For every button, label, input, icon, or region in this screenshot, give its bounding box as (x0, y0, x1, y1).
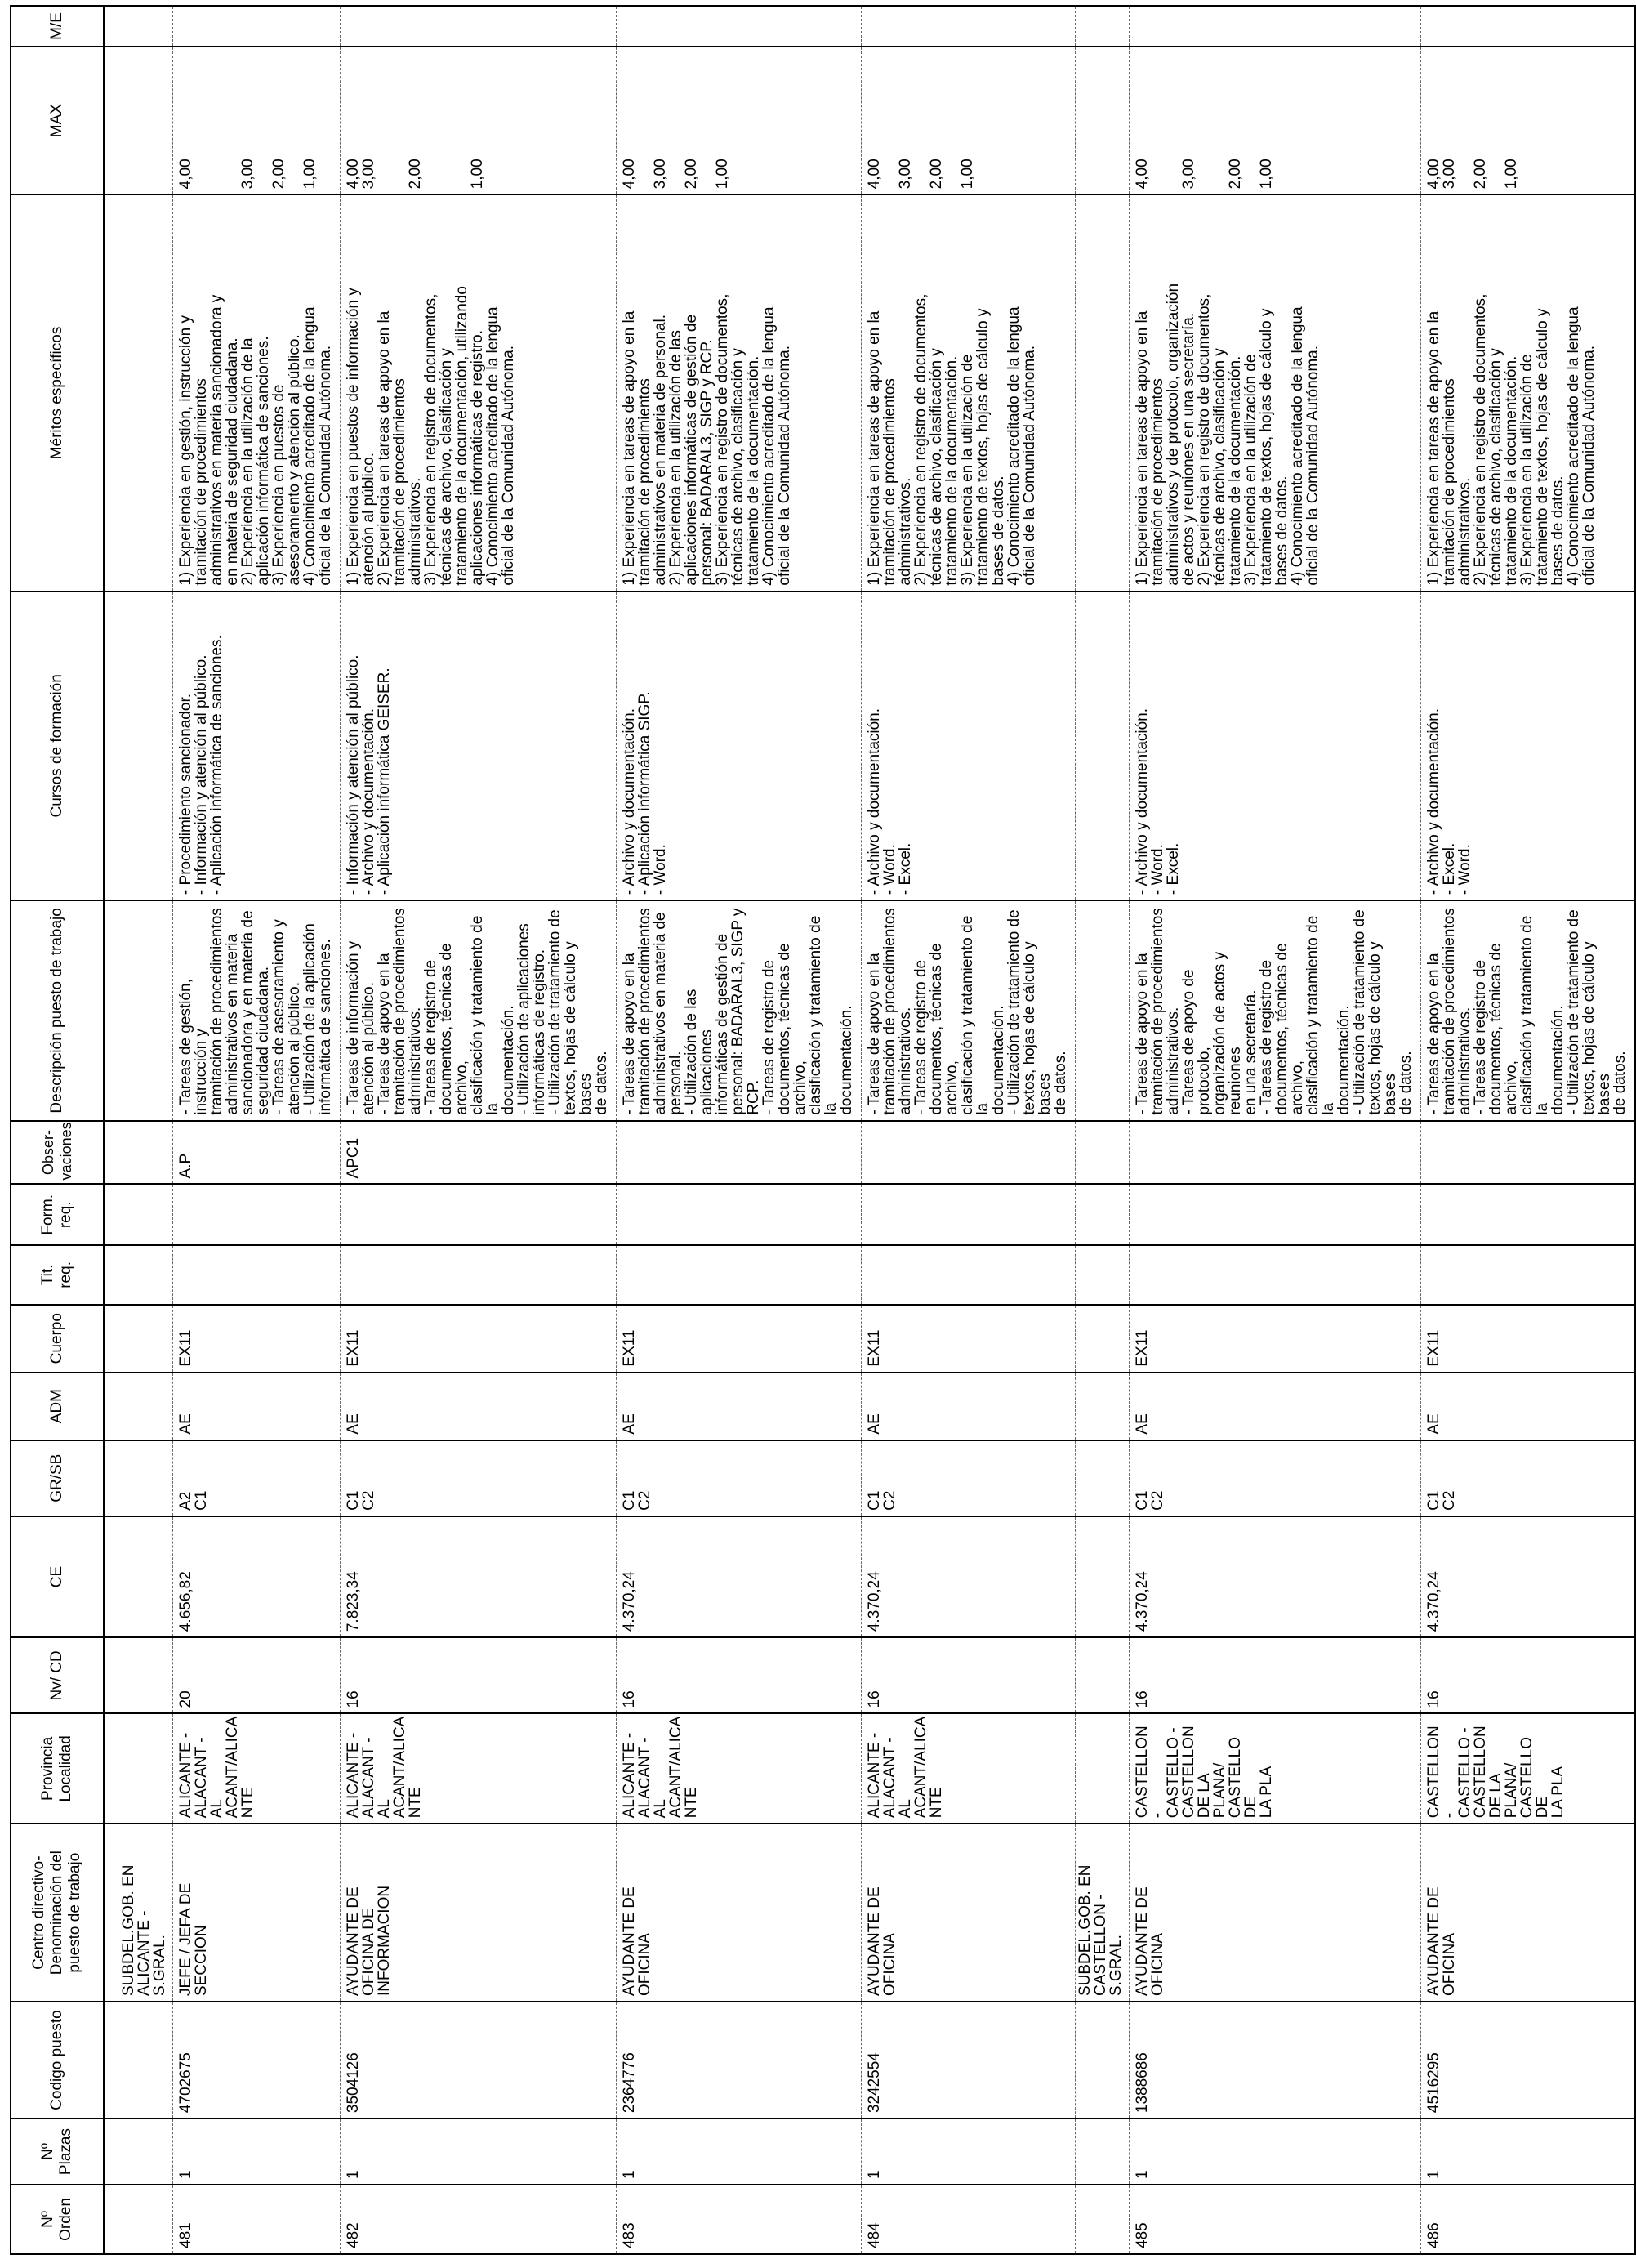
header-adm: ADM (11, 1373, 104, 1440)
cell-adm: AE (617, 1373, 862, 1440)
cell-formacion (173, 1184, 341, 1245)
cell-descripcion: - Tareas de apoyo en la tramitación de procedimientos administrativos. - Tareas de registro de documentos, técnicas de archivo, clasificación y tratamiento de la documentación. - Utilización de tratamiento de textos, hojas de cálculo y bases de datos. (1421, 900, 1636, 1121)
cell-formacion (1130, 1184, 1421, 1245)
cell-titulacion (173, 1245, 341, 1305)
cell-max: 4,00 3,00 2,00 1,00 (341, 47, 617, 194)
empty-cell (1076, 1305, 1130, 1373)
cell-ce: 7.823,34 (341, 1516, 617, 1637)
cell-titulacion (862, 1245, 1076, 1305)
cell-cuerpo: EX11 (173, 1305, 341, 1373)
cell-observaciones (1421, 1121, 1636, 1185)
cell-meritos: 1) Experiencia en gestión, instrucción y tramitación de procedimientos administrativos en materia sancionadora y en materia de seguridad ciudadana. 2) Experiencia en la utilización de la aplicación informática de sanciones. 3) Experiencia en puestos de asesoramiento y atención al público. 4) Conocimiento acreditado de la lengua oficial de la Comunidad Autónoma. (173, 194, 341, 591)
cell-ce: 4.370,24 (1421, 1516, 1636, 1637)
header-provincia: Provincia Localidad (11, 1713, 104, 1824)
cell-formacion (862, 1184, 1076, 1245)
cell-max: 4,00 3,00 2,00 1,00 (1130, 47, 1421, 194)
cell-cuerpo: EX11 (1421, 1305, 1636, 1373)
cell-provincia: ALICANTE - ALACANT - AL ACANT/ALICA NTE (173, 1713, 341, 1824)
cell-denominacion: AYUDANTE DE OFICINA (1421, 1824, 1636, 2002)
group-row (1076, 6, 1130, 2254)
puestos-table (10, 5, 1636, 2255)
cell-meritos: 1) Experiencia en tareas de apoyo en la tramitación de procedimientos administrativos y de protocolo, organización de actos y reuniones en una secretaría. 2) Experiencia en registro de documentos, técnicas de archivo, clasificación y tratamiento de la documentación. 3) Experiencia en la utilización de tratamiento de textos, hojas de cálculo y bases de datos. 4) Conocimiento acreditado de la lengua oficial de la Comunidad Autónoma. (1130, 194, 1421, 591)
empty-cell (119, 1373, 173, 1440)
cell-titulacion (617, 1245, 862, 1305)
cell-descripcion: - Tareas de información y atención al público. - Tareas de apoyo en la tramitación de procedimientos administrativos. - Tareas de registro de documentos, técnicas de archivo, clasificación y tratamiento de la documentación. - Utilización de aplicaciones informáticas de registro. - Utilización de tratamiento de textos, hojas de cálculo y bases de datos. (341, 900, 617, 1121)
cell-grupo: C1 C2 (1130, 1440, 1421, 1516)
empty-cell (119, 592, 173, 900)
header-ce: CE (11, 1516, 104, 1637)
cell-codigo: 4516295 (1421, 2002, 1636, 2118)
empty-cell (119, 47, 173, 194)
cell-cursos: - Archivo y documentación. - Excel. - Word. (1421, 592, 1636, 900)
header-me: M/E (11, 6, 104, 47)
cell-orden: 484 (862, 2185, 1076, 2254)
cell-cuerpo: EX11 (617, 1305, 862, 1373)
empty-cell (1076, 1373, 1130, 1440)
cell-nivel: 16 (341, 1637, 617, 1713)
empty-cell (119, 1637, 173, 1713)
cell-ce: 4.370,24 (617, 1516, 862, 1637)
cell-cuerpo: EX11 (862, 1305, 1076, 1373)
cell-cursos: - Procedimiento sancionador. - Información y atención al público. - Aplicación informática de sanciones. (173, 592, 341, 900)
cell-ce: 4.370,24 (1130, 1516, 1421, 1637)
empty-cell (119, 1516, 173, 1637)
header-meritos: Méritos específicos (11, 194, 104, 591)
cell-cuerpo: EX11 (1130, 1305, 1421, 1373)
table-row (173, 6, 341, 2254)
cell-me (1130, 6, 1421, 47)
table-row (617, 6, 862, 2254)
header-nivel: Nv/ CD (11, 1637, 104, 1713)
table-row (341, 6, 617, 2254)
empty-cell (119, 1245, 173, 1305)
empty-cell (1076, 1245, 1130, 1305)
cell-me (1421, 6, 1636, 47)
centro-directivo: SUBDEL.GOB. EN CASTELLON - S.GRAL. (1076, 1824, 1130, 2002)
cell-observaciones (617, 1121, 862, 1185)
cell-max: 4,00 3,00 2,00 1,00 (1421, 47, 1636, 194)
empty-cell (1076, 2185, 1130, 2254)
cell-denominacion: AYUDANTE DE OFICINA (1130, 1824, 1421, 2002)
empty-cell (1076, 1121, 1130, 1185)
cell-provincia: ALICANTE - ALACANT - AL ACANT/ALICA NTE (862, 1713, 1076, 1824)
empty-cell (1076, 1713, 1130, 1824)
cell-nivel: 20 (173, 1637, 341, 1713)
empty-cell (119, 900, 173, 1121)
cell-orden: 482 (341, 2185, 617, 2254)
cell-descripcion: - Tareas de apoyo en la tramitación de procedimientos administrativos. - Tareas de apoyo de protocolo, organización de actos y reuniones en una secretaría. - Tareas de registro de documentos, técnicas de archivo, clasificación y tratamiento de la documentación. - Utilización de tratamiento de textos, hojas de cálculo y bases de datos. (1130, 900, 1421, 1121)
empty-cell (119, 1305, 173, 1373)
group-row (119, 6, 173, 2254)
cell-titulacion (1421, 1245, 1636, 1305)
header-codigo: Codigo puesto (11, 2002, 104, 2118)
empty-cell (1076, 900, 1130, 1121)
cell-observaciones (1130, 1121, 1421, 1185)
empty-cell (1076, 1184, 1130, 1245)
cell-formacion (617, 1184, 862, 1245)
empty-cell (119, 194, 173, 591)
cell-adm: AE (173, 1373, 341, 1440)
empty-cell (1076, 1637, 1130, 1713)
cell-descripcion: - Tareas de apoyo en la tramitación de procedimientos administrativos en materia de personal. - Utilización de las aplicaciones informáticas de gestión de personal: BADARAL3, SIGP y RCP. - Tareas de registro de documentos, técnicas de archivo, clasificación y tratamiento de la documentación. (617, 900, 862, 1121)
empty-cell (1076, 6, 1130, 47)
cell-provincia: ALICANTE - ALACANT - AL ACANT/ALICA NTE (617, 1713, 862, 1824)
cell-denominacion: AYUDANTE DE OFICINA (862, 1824, 1076, 2002)
empty-cell (119, 1121, 173, 1185)
cell-orden: 486 (1421, 2185, 1636, 2254)
cell-orden: 481 (173, 2185, 341, 2254)
empty-cell (119, 1713, 173, 1824)
empty-cell (1076, 592, 1130, 900)
cell-codigo: 3504126 (341, 2002, 617, 2118)
cell-codigo: 1388686 (1130, 2002, 1421, 2118)
header-orden: Nº Orden (11, 2185, 104, 2254)
cell-nivel: 16 (1421, 1637, 1636, 1713)
cell-meritos: 1) Experiencia en tareas de apoyo en la tramitación de procedimientos administrativos en materia de personal. 2) Experiencia en la utilización de las aplicaciones informáticas de gestión de personal: BADARAL3, SIGP y RCP. 3) Experiencia en registro de documentos, técnicas de archivo, clasificación y tratamiento de la documentación. 4) Conocimiento acreditado de la lengua oficial de la Comunidad Autónoma. (617, 194, 862, 591)
cell-adm: AE (1130, 1373, 1421, 1440)
cell-me (173, 6, 341, 47)
cell-meritos: 1) Experiencia en tareas de apoyo en la tramitación de procedimientos administrativos. 2) Experiencia en registro de documentos, técnicas de archivo, clasificación y tratamiento de la documentación. 3) Experiencia en la utilización de tratamiento de textos, hojas de cálculo y bases de datos. 4) Conocimiento acreditado de la lengua oficial de la Comunidad Autónoma. (862, 194, 1076, 591)
cell-cuerpo: EX11 (341, 1305, 617, 1373)
cell-observaciones: A.P (173, 1121, 341, 1185)
empty-cell (1076, 2118, 1130, 2185)
cell-ce: 4.370,24 (862, 1516, 1076, 1637)
cell-plazas: 1 (1421, 2118, 1636, 2185)
table-row (1421, 6, 1636, 2254)
cell-codigo: 4702675 (173, 2002, 341, 2118)
cell-orden: 483 (617, 2185, 862, 2254)
table-row (862, 6, 1076, 2254)
cell-cursos: - Archivo y documentación. - Word. - Excel. (1130, 592, 1421, 900)
cell-plazas: 1 (1130, 2118, 1421, 2185)
cell-cursos: - Archivo y documentación. - Aplicación informática SIGP. - Word. (617, 592, 862, 900)
cell-me (862, 6, 1076, 47)
empty-cell (119, 6, 173, 47)
cell-formacion (1421, 1184, 1636, 1245)
cell-orden: 485 (1130, 2185, 1421, 2254)
cell-descripcion: - Tareas de gestión, instrucción y tramitación de procedimientos administrativos en materia sancionadora y en materia de seguridad ciudadana. - Tareas de asesoramiento y atención al público. - Utilización de la aplicación informática de sanciones. (173, 900, 341, 1121)
cell-nivel: 16 (617, 1637, 862, 1713)
cell-titulacion (341, 1245, 617, 1305)
header-descripcion: Descripción puesto de trabajo (11, 900, 104, 1121)
cell-max: 4,00 3,00 2,00 1,00 (862, 47, 1076, 194)
header-grupo: GR/SB (11, 1440, 104, 1516)
cell-codigo: 2364776 (617, 2002, 862, 2118)
cell-plazas: 1 (341, 2118, 617, 2185)
spacer-row (104, 6, 119, 2254)
cell-observaciones (862, 1121, 1076, 1185)
cell-grupo: C1 C2 (617, 1440, 862, 1516)
cell-descripcion: - Tareas de apoyo en la tramitación de procedimientos administrativos. - Tareas de registro de documentos, técnicas de archivo, clasificación y tratamiento de la documentación. - Utilización de tratamiento de textos, hojas de cálculo y bases de datos. (862, 900, 1076, 1121)
cell-cursos: - Archivo y documentación. - Word. - Excel. (862, 592, 1076, 900)
header-cursos: Cursos de formación (11, 592, 104, 900)
empty-cell (1076, 2002, 1130, 2118)
table-row (1130, 6, 1421, 2254)
cell-adm: AE (862, 1373, 1076, 1440)
empty-cell (119, 1184, 173, 1245)
empty-cell (119, 1440, 173, 1516)
centro-directivo: SUBDEL.GOB. EN ALICANTE - S.GRAL. (119, 1824, 173, 2002)
cell-ce: 4.656,82 (173, 1516, 341, 1637)
cell-me (617, 6, 862, 47)
cell-denominacion: AYUDANTE DE OFICINA DE INFORMACION (341, 1824, 617, 2002)
cell-provincia: ALICANTE - ALACANT - AL ACANT/ALICA NTE (341, 1713, 617, 1824)
cell-denominacion: AYUDANTE DE OFICINA (617, 1824, 862, 2002)
header-centro: Centro directivo- Denominación del puesto de trabajo (11, 1824, 104, 2002)
empty-cell (119, 2118, 173, 2185)
cell-nivel: 16 (862, 1637, 1076, 1713)
header-formacion: Form. req. (11, 1184, 104, 1245)
cell-observaciones: APC1 (341, 1121, 617, 1185)
empty-cell (1076, 47, 1130, 194)
cell-codigo: 3242554 (862, 2002, 1076, 2118)
cell-titulacion (1130, 1245, 1421, 1305)
cell-max: 4,00 3,00 2,00 1,00 (617, 47, 862, 194)
empty-cell (1076, 1516, 1130, 1637)
cell-plazas: 1 (862, 2118, 1076, 2185)
cell-me (341, 6, 617, 47)
cell-nivel: 16 (1130, 1637, 1421, 1713)
cell-formacion (341, 1184, 617, 1245)
empty-cell (119, 2002, 173, 2118)
cell-grupo: C1 C2 (341, 1440, 617, 1516)
cell-meritos: 1) Experiencia en puestos de información y atención al público. 2) Experiencia en tareas de apoyo en la tramitación de procedimientos administrativos. 3) Experiencia en registro de documentos, técnicas de archivo, clasificación y tratamiento de la documentación, utilizando aplicaciones informáticas de registro. 4) Conocimiento acreditado de la lengua oficial de la Comunidad Autónoma. (341, 194, 617, 591)
table-body (104, 6, 1635, 2254)
cell-adm: AE (341, 1373, 617, 1440)
cell-plazas: 1 (173, 2118, 341, 2185)
header-observaciones: Obser- vaciones (11, 1121, 104, 1185)
header-plazas: Nº Plazas (11, 2118, 104, 2185)
empty-cell (1076, 194, 1130, 591)
empty-cell (1076, 1440, 1130, 1516)
cell-denominacion: JEFE / JEFA DE SECCION (173, 1824, 341, 2002)
cell-grupo: C1 C2 (862, 1440, 1076, 1516)
cell-grupo: C1 C2 (1421, 1440, 1636, 1516)
cell-cursos: - Información y atención al público. - Archivo y documentación. - Aplicación informática GEISER. (341, 592, 617, 900)
cell-grupo: A2 C1 (173, 1440, 341, 1516)
header-cuerpo: Cuerpo (11, 1305, 104, 1373)
empty-cell (119, 2185, 173, 2254)
cell-adm: AE (1421, 1373, 1636, 1440)
cell-meritos: 1) Experiencia en tareas de apoyo en la tramitación de procedimientos administrativos. 2) Experiencia en registro de documentos, técnicas de archivo, clasificación y tratamiento de la documentación. 3) Experiencia en la utilización de tratamiento de textos, hojas de cálculo y bases de datos. 4) Conocimiento acreditado de la lengua oficial de la Comunidad Autónoma. (1421, 194, 1636, 591)
header-titulacion: Tit. req. (11, 1245, 104, 1305)
header-row (11, 6, 104, 2254)
cell-provincia: CASTELLON - CASTELLO - CASTELLON DE LA PLANA/ CASTELLO DE LA PLA (1130, 1713, 1421, 1824)
header-max: MAX (11, 47, 104, 194)
cell-max: 4,00 3,00 2,00 1,00 (173, 47, 341, 194)
cell-plazas: 1 (617, 2118, 862, 2185)
cell-provincia: CASTELLON - CASTELLO - CASTELLON DE LA PLANA/ CASTELLO DE LA PLA (1421, 1713, 1636, 1824)
